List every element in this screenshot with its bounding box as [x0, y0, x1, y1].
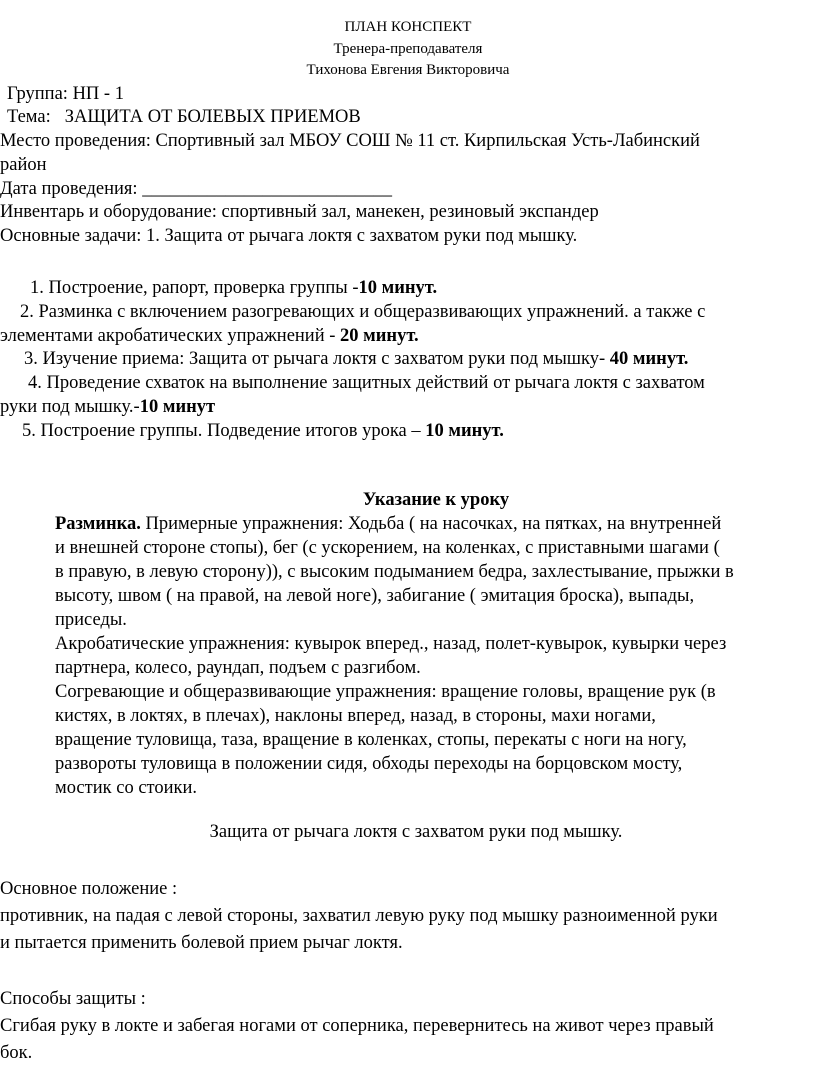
group-line: Группа: НП - 1: [7, 84, 124, 104]
plan-item-4-time: 10 минут: [139, 397, 216, 417]
plan-item-5-text: 5. Построение группы. Подведение итогов урока –: [22, 421, 426, 441]
position-line-1: противник, на падая с левой стороны, захватил левую руку под мышку разноименной руки: [0, 906, 718, 926]
place-line-1: Место проведения: Спортивный зал МБОУ СОШ № 11 ст. Кирпильская Усть-Лабинский: [0, 131, 700, 151]
plan-item-2-text: элементами акробатических упражнений -: [0, 326, 341, 346]
plan-item-5-time: 10 минут.: [425, 421, 504, 441]
general-line-1: Согревающие и общеразвивающие упражнения: вращение головы, вращение рук (в: [55, 682, 716, 702]
warmup-line-1: [55, 514, 721, 535]
defense-line-2: бок.: [0, 1043, 33, 1063]
plan-item-2-line-2: [0, 326, 419, 347]
acro-line-1: Акробатические упражнения: кувырок вперед., назад, полет-кувырок, кувырки через: [55, 634, 727, 654]
general-line-3: вращение туловища, таза, вращение в коленках, стопы, перекаты с ноги на ногу,: [55, 730, 687, 750]
defense-label: Способы защиты :: [0, 989, 146, 1009]
warmup-label: Разминка.: [55, 514, 141, 534]
plan-item-1: [30, 278, 437, 299]
instructions-heading: Указание к уроку: [362, 490, 510, 510]
general-line-2: кистях, в локтях, в плечах), наклоны вперед, назад, в стороны, махи ногами,: [55, 706, 656, 726]
doc-role: Тренера-преподавателя: [333, 41, 483, 57]
warmup-line-3: в правую, в левую сторону)), с высоким подыманием бедра, захлестывание, прыжки в: [55, 562, 734, 582]
plan-item-4-line-1: 4. Проведение схваток на выполнение защитных действий от рычага локтя с захватом: [28, 373, 705, 393]
doc-author: Тихонова Евгения Викторовича: [306, 62, 510, 78]
position-label: Основное положение :: [0, 879, 178, 899]
warmup-line-5: приседы.: [55, 610, 127, 630]
tasks-line: Основные задачи: 1. Защита от рычага локтя с захватом руки под мышку.: [0, 226, 578, 246]
plan-item-3: [24, 349, 688, 370]
plan-item-2-time: 20 минут.: [340, 326, 419, 346]
plan-item-4-line-2: [0, 397, 215, 418]
topic-label: Тема:: [7, 107, 51, 127]
general-line-5: мостик со стоики.: [55, 778, 198, 798]
equipment-line: Инвентарь и оборудование: спортивный зал, манекен, резиновый экспандер: [0, 202, 599, 222]
topic-value: ЗАЩИТА ОТ БОЛЕВЫХ ПРИЕМОВ: [64, 107, 361, 127]
defense-line-1: Сгибая руку в локте и забегая ногами от соперника, перевернитесь на живот через правый: [0, 1016, 714, 1036]
plan-item-2-line-1: 2. Разминка с включением разогревающих и общеразвивающих упражнений. а также с: [20, 302, 706, 322]
warmup-line-4: высоту, швом ( на правой, на левой ноге), забигание ( эмитация броска), выпады,: [55, 586, 695, 606]
plan-item-5: [22, 421, 504, 442]
general-line-4: развороты туловища в положении сидя, обходы переходы на борцовском мосту,: [55, 754, 683, 774]
acro-line-2: партнера, колесо, раундап, подъем с разгибом.: [55, 658, 421, 678]
technique-title: Защита от рычага локтя с захватом руки под мышку.: [209, 822, 623, 842]
doc-title: ПЛАН КОНСПЕКТ: [344, 19, 472, 35]
position-line-2: и пытается применить болевой прием рычаг локтя.: [0, 933, 403, 953]
plan-item-1-time: 10 минут.: [358, 278, 438, 298]
topic-line: [7, 107, 361, 128]
plan-item-3-time: 40 минут.: [609, 349, 689, 369]
plan-item-1-text: 1. Построение, рапорт, проверка группы -: [30, 278, 359, 298]
place-line-2: район: [0, 155, 47, 175]
warmup-line-2: и внешней стороне стопы), бег (с ускорением, на коленках, с приставными шагами (: [55, 538, 720, 558]
plan-item-4-text: руки под мышку.-: [0, 397, 140, 417]
plan-item-3-text: 3. Изучение приема: Защита от рычага локтя с захватом руки под мышку-: [24, 349, 610, 369]
warmup-text: Примерные упражнения: Ходьба ( на насочках, на пятках, на внутренней: [140, 514, 722, 534]
date-line: Дата проведения: ___________________________: [0, 179, 392, 199]
